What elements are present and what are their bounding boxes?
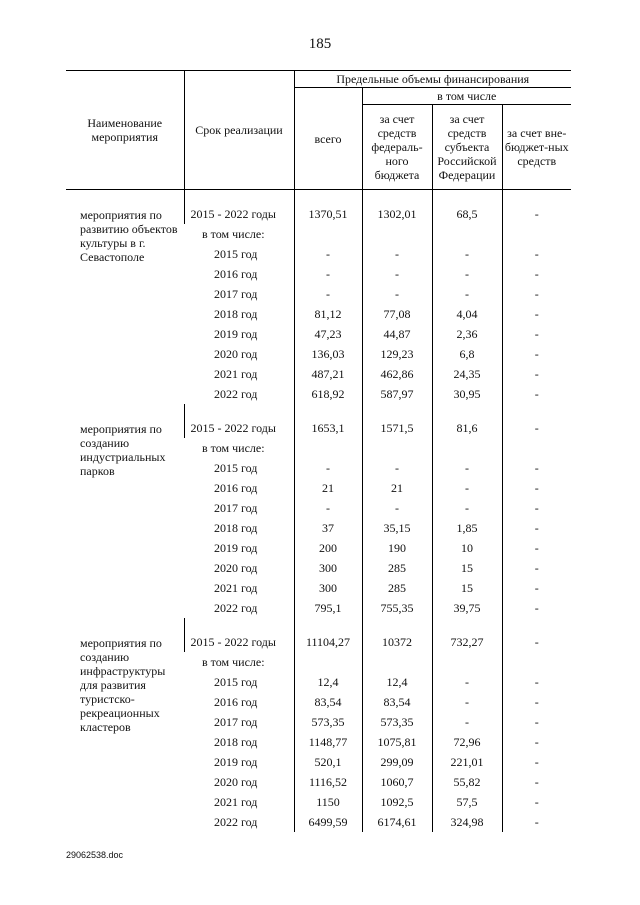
group-summary-row (66, 418, 571, 438)
spacer-cell (66, 190, 184, 205)
period-cell: 2016 год (214, 267, 258, 281)
federal-cell: - (362, 244, 432, 264)
total-cell: 6499,59 (294, 812, 362, 832)
federal-cell: 1060,7 (362, 772, 432, 792)
group-summary-row (66, 632, 571, 652)
period-cell: 2015 - 2022 годы (184, 632, 294, 652)
extra-cell: - (502, 344, 571, 364)
header-name: Наименование мероприятия (66, 71, 184, 190)
spacer-cell (362, 618, 432, 632)
extra-cell: - (502, 578, 571, 598)
period-cell: 2020 год (214, 347, 258, 361)
document-footer: 29062538.doc (66, 850, 124, 860)
extra-cell: - (502, 752, 571, 772)
extra-cell: - (502, 558, 571, 578)
total-cell: 1370,51 (294, 204, 362, 224)
empty-cell (502, 224, 571, 244)
period-cell: 2022 год (214, 815, 258, 829)
total-cell: 11104,27 (294, 632, 362, 652)
measure-name: мероприятия по созданию индустриальных парков (80, 422, 166, 478)
total-cell: 1116,52 (294, 772, 362, 792)
group-summary-row (66, 204, 571, 224)
regional-cell: 6,8 (432, 344, 502, 364)
total-cell: 300 (294, 578, 362, 598)
total-cell: 12,4 (294, 672, 362, 692)
federal-cell: 190 (362, 538, 432, 558)
empty-cell (294, 224, 362, 244)
regional-cell: 2,36 (432, 324, 502, 344)
period-cell: 2019 год (214, 327, 258, 341)
table-body (66, 190, 571, 833)
extra-cell: - (502, 204, 571, 224)
period-cell: 2015 - 2022 годы (184, 418, 294, 438)
spacer-cell (294, 618, 362, 632)
total-cell: 83,54 (294, 692, 362, 712)
federal-cell: 1571,5 (362, 418, 432, 438)
total-cell: 795,1 (294, 598, 362, 618)
regional-cell: 68,5 (432, 204, 502, 224)
period-cell: 2018 год (214, 307, 258, 321)
header-period: Срок реализации (184, 71, 294, 190)
spacer-cell (184, 404, 294, 418)
federal-cell: 755,35 (362, 598, 432, 618)
spacer-cell (362, 404, 432, 418)
regional-cell: - (432, 692, 502, 712)
federal-cell: 6174,61 (362, 812, 432, 832)
federal-cell: - (362, 498, 432, 518)
period-cell: 2022 год (214, 601, 258, 615)
empty-cell (294, 652, 362, 672)
period-cell: 2016 год (214, 481, 258, 495)
federal-cell: 21 (362, 478, 432, 498)
total-cell: - (294, 284, 362, 304)
extra-cell: - (502, 284, 571, 304)
spacer-cell (66, 404, 184, 418)
spacer-cell (432, 404, 502, 418)
spacer-cell (66, 618, 184, 632)
spacer-row (66, 190, 571, 205)
period-cell: 2020 год (214, 775, 258, 789)
regional-cell: 15 (432, 578, 502, 598)
funding-table (66, 70, 571, 832)
header-funding: Предельные объемы финансирования (294, 71, 571, 88)
regional-cell: - (432, 244, 502, 264)
federal-cell: 1092,5 (362, 792, 432, 812)
total-cell: - (294, 244, 362, 264)
spacer-row (66, 618, 571, 632)
period-cell: 2019 год (214, 755, 258, 769)
federal-cell: 83,54 (362, 692, 432, 712)
period-cell: 2016 год (214, 695, 258, 709)
extra-cell: - (502, 672, 571, 692)
extra-cell: - (502, 244, 571, 264)
regional-cell: 55,82 (432, 772, 502, 792)
period-cell: 2019 год (214, 541, 258, 555)
spacer-cell (294, 190, 362, 205)
extra-cell: - (502, 304, 571, 324)
total-cell: - (294, 498, 362, 518)
spacer-cell (184, 190, 294, 205)
period-cell: 2018 год (214, 735, 258, 749)
total-cell: 487,21 (294, 364, 362, 384)
period-cell: 2018 год (214, 521, 258, 535)
extra-cell: - (502, 538, 571, 558)
period-cell: 2017 год (214, 287, 258, 301)
federal-cell: 573,35 (362, 712, 432, 732)
period-cell: 2021 год (214, 581, 258, 595)
extra-cell: - (502, 364, 571, 384)
total-cell: 573,35 (294, 712, 362, 732)
extra-cell: - (502, 478, 571, 498)
regional-cell: - (432, 672, 502, 692)
regional-cell: - (432, 264, 502, 284)
empty-cell (432, 652, 502, 672)
period-cell: 2015 год (214, 675, 258, 689)
federal-cell: 10372 (362, 632, 432, 652)
federal-cell: 129,23 (362, 344, 432, 364)
empty-cell (362, 224, 432, 244)
federal-cell: - (362, 264, 432, 284)
extra-cell: - (502, 324, 571, 344)
including-label: в том числе: (202, 655, 265, 669)
federal-cell: 44,87 (362, 324, 432, 344)
regional-cell: 57,5 (432, 792, 502, 812)
total-cell: 136,03 (294, 344, 362, 364)
extra-cell: - (502, 458, 571, 478)
extra-cell: - (502, 792, 571, 812)
regional-cell: 15 (432, 558, 502, 578)
regional-cell: 10 (432, 538, 502, 558)
federal-cell: - (362, 284, 432, 304)
empty-cell (432, 438, 502, 458)
total-cell: 1653,1 (294, 418, 362, 438)
federal-cell: 285 (362, 578, 432, 598)
extra-cell: - (502, 632, 571, 652)
federal-cell: 77,08 (362, 304, 432, 324)
federal-cell: 299,09 (362, 752, 432, 772)
period-cell: 2022 год (214, 387, 258, 401)
regional-cell: 39,75 (432, 598, 502, 618)
total-cell: - (294, 264, 362, 284)
spacer-cell (294, 404, 362, 418)
extra-cell: - (502, 498, 571, 518)
measure-name: мероприятия по созданию инфраструктуры для развития туристско-рекреационных кластеров (80, 636, 166, 734)
empty-cell (502, 438, 571, 458)
including-label: в том числе: (202, 227, 265, 241)
total-cell: 1150 (294, 792, 362, 812)
header-regional: за счет средств субъекта Российской Федерации (432, 105, 502, 190)
regional-cell: 4,04 (432, 304, 502, 324)
federal-cell: 35,15 (362, 518, 432, 538)
empty-cell (432, 224, 502, 244)
empty-cell (362, 438, 432, 458)
federal-cell: 285 (362, 558, 432, 578)
spacer-row (66, 404, 571, 418)
measure-name: мероприятия по развитию объектов культуры в г. Севастополе (80, 208, 178, 264)
spacer-cell (502, 190, 571, 205)
header-extra: за счет вне-бюджет-ных средств (502, 105, 571, 190)
extra-cell: - (502, 712, 571, 732)
header-including: в том числе (362, 88, 571, 105)
spacer-cell (432, 618, 502, 632)
spacer-cell (502, 404, 571, 418)
regional-cell: - (432, 498, 502, 518)
total-cell: 300 (294, 558, 362, 578)
total-cell: 520,1 (294, 752, 362, 772)
federal-cell: 1302,01 (362, 204, 432, 224)
extra-cell: - (502, 264, 571, 284)
extra-cell: - (502, 732, 571, 752)
empty-cell (502, 652, 571, 672)
page-number: 185 (308, 36, 332, 52)
period-cell: 2021 год (214, 795, 258, 809)
regional-cell: - (432, 478, 502, 498)
header-total: всего (294, 88, 362, 190)
regional-cell: 221,01 (432, 752, 502, 772)
total-cell: 21 (294, 478, 362, 498)
federal-cell: 1075,81 (362, 732, 432, 752)
regional-cell: 324,98 (432, 812, 502, 832)
total-cell: 47,23 (294, 324, 362, 344)
regional-cell: - (432, 284, 502, 304)
regional-cell: 732,27 (432, 632, 502, 652)
period-cell: 2015 год (214, 461, 258, 475)
regional-cell: - (432, 458, 502, 478)
extra-cell: - (502, 518, 571, 538)
extra-cell: - (502, 598, 571, 618)
empty-cell (362, 652, 432, 672)
total-cell: 37 (294, 518, 362, 538)
total-cell: 200 (294, 538, 362, 558)
regional-cell: - (432, 712, 502, 732)
spacer-cell (362, 190, 432, 205)
header-federal: за счет средств федераль-ного бюджета (362, 105, 432, 190)
total-cell: 1148,77 (294, 732, 362, 752)
period-cell: 2021 год (214, 367, 258, 381)
federal-cell: 12,4 (362, 672, 432, 692)
period-cell: 2017 год (214, 715, 258, 729)
regional-cell: 24,35 (432, 364, 502, 384)
spacer-cell (502, 618, 571, 632)
regional-cell: 81,6 (432, 418, 502, 438)
regional-cell: 1,85 (432, 518, 502, 538)
table-header (66, 71, 571, 190)
period-cell: 2020 год (214, 561, 258, 575)
spacer-cell (432, 190, 502, 205)
empty-cell (294, 438, 362, 458)
federal-cell: 462,86 (362, 364, 432, 384)
total-cell: 81,12 (294, 304, 362, 324)
total-cell: - (294, 458, 362, 478)
extra-cell: - (502, 692, 571, 712)
regional-cell: 30,95 (432, 384, 502, 404)
including-label: в том числе: (202, 441, 265, 455)
period-cell: 2015 год (214, 247, 258, 261)
extra-cell: - (502, 418, 571, 438)
extra-cell: - (502, 772, 571, 792)
extra-cell: - (502, 384, 571, 404)
extra-cell: - (502, 812, 571, 832)
spacer-cell (184, 618, 294, 632)
period-cell: 2017 год (214, 501, 258, 515)
period-cell: 2015 - 2022 годы (184, 204, 294, 224)
regional-cell: 72,96 (432, 732, 502, 752)
federal-cell: 587,97 (362, 384, 432, 404)
federal-cell: - (362, 458, 432, 478)
total-cell: 618,92 (294, 384, 362, 404)
